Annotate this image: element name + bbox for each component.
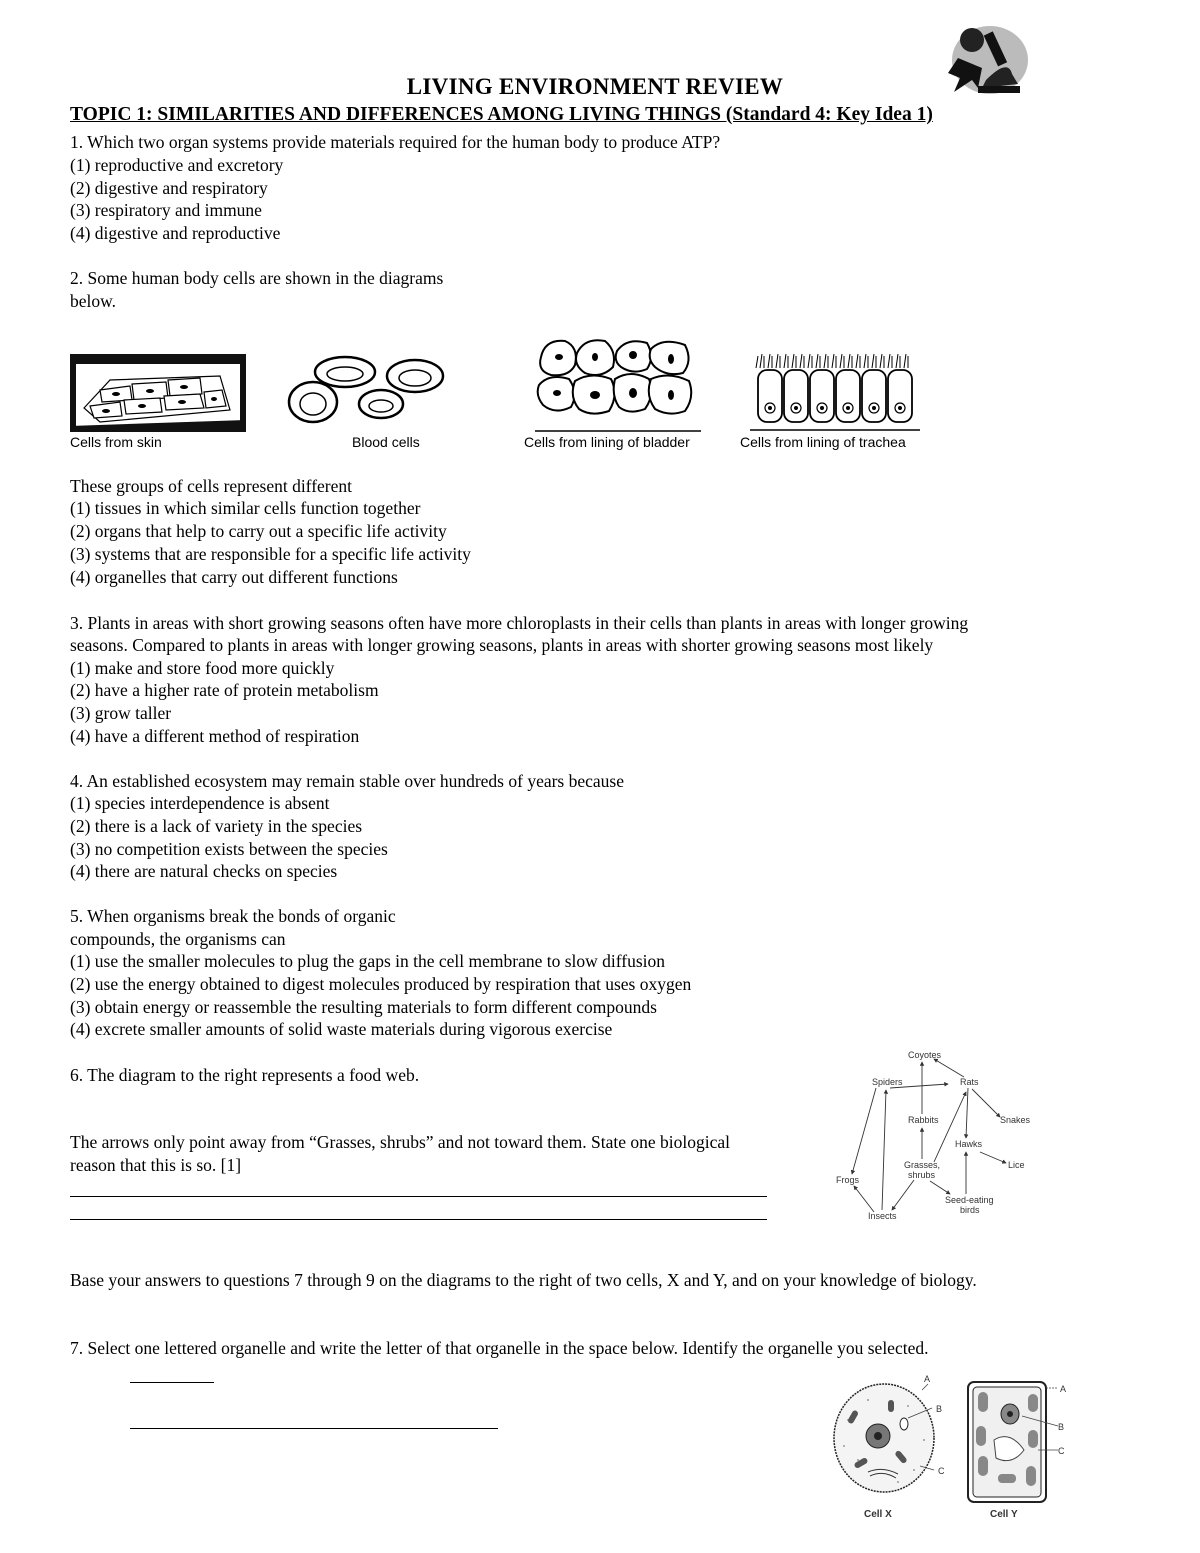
trachea-cells-diagram — [750, 350, 925, 436]
blood-cells-diagram — [285, 352, 450, 432]
q2-option: (2) organs that help to carry out a specific life activity — [70, 521, 447, 541]
q4-option: (3) no competition exists between the species — [70, 839, 388, 859]
q4-option: (1) species interdependence is absent — [70, 793, 330, 813]
cell-x-label-a: A — [924, 1374, 931, 1384]
foodweb-snakes: Snakes — [1000, 1115, 1031, 1125]
question-6-prompt-cont: reason that this is so. [1] — [70, 1155, 242, 1175]
cell-x-drawing — [834, 1384, 934, 1492]
cell-y-label-b: B — [1058, 1422, 1065, 1432]
cell-y-caption: Cell Y — [990, 1509, 1018, 1520]
cell-y-label-a: A — [1060, 1384, 1067, 1394]
q3-option: (4) have a different method of respiration — [70, 726, 360, 746]
q2-option: (3) systems that are responsible for a specific life activity — [70, 544, 471, 564]
question-6-prompt: The arrows only point away from “Grasses, shrubs” and not toward them. State one biological — [70, 1132, 730, 1152]
caption-blood-cells: Blood cells — [352, 434, 420, 450]
question-6-stem: 6. The diagram to the right represents a food web. — [70, 1065, 420, 1085]
foodweb-rabbits: Rabbits — [908, 1115, 939, 1125]
foodweb-frogs: Frogs — [836, 1175, 860, 1185]
cell-y-drawing — [968, 1382, 1058, 1502]
caption-trachea-cells: Cells from lining of trachea — [740, 434, 906, 450]
cell-y-label-c: C — [1058, 1446, 1065, 1456]
cells-x-y-diagram — [828, 1370, 1078, 1526]
foodweb-seed-eating: Seed-eating — [945, 1195, 994, 1205]
q1-option: (1) reproductive and excretory — [70, 155, 284, 175]
page-title: LIVING ENVIRONMENT REVIEW — [406, 74, 784, 99]
question-2-prompt: These groups of cells represent different — [70, 476, 352, 496]
question-1-stem: 1. Which two organ systems provide materials required for the human body to produce ATP? — [70, 132, 721, 152]
q5-option: (1) use the smaller molecules to plug the gaps in the cell membrane to slow diffusion — [70, 951, 666, 971]
foodweb-coyotes: Coyotes — [908, 1050, 942, 1060]
foodweb-birds: birds — [960, 1205, 980, 1215]
letter-answer-line[interactable] — [130, 1382, 214, 1383]
question-7-stem: 7. Select one lettered organelle and write the letter of that organelle in the space below. Identify the organelle you selected. — [70, 1338, 929, 1358]
foodweb-lice: Lice — [1008, 1160, 1025, 1170]
q5-option: (4) excrete smaller amounts of solid waste materials during vigorous exercise — [70, 1019, 613, 1039]
caption-skin-cells: Cells from skin — [70, 434, 162, 450]
cell-x-label-b: B — [936, 1404, 943, 1414]
q3-option: (1) make and store food more quickly — [70, 658, 335, 678]
question-5-stem: 5. When organisms break the bonds of organic — [70, 906, 396, 926]
skin-cells-diagram — [70, 350, 250, 436]
food-web-diagram — [830, 1044, 1040, 1224]
bladder-cells-diagram — [535, 335, 705, 435]
q5-option: (2) use the energy obtained to digest molecules produced by respiration that uses oxygen — [70, 974, 692, 994]
q5-option: (3) obtain energy or reassemble the resulting materials to form different compounds — [70, 997, 657, 1017]
topic-heading: TOPIC 1: SIMILARITIES AND DIFFERENCES AMONG LIVING THINGS (Standard 4: Key Idea 1) — [70, 104, 933, 125]
cell-x-label-c: C — [938, 1466, 945, 1476]
foodweb-insects: Insects — [868, 1211, 897, 1221]
q1-option: (2) digestive and respiratory — [70, 178, 268, 198]
q1-option: (3) respiratory and immune — [70, 200, 262, 220]
instructions-text: Base your answers to questions 7 through 9 on the diagrams to the right of two cells, X and Y, and on your knowledge of biology. — [70, 1270, 977, 1290]
question-3-stem-cont: seasons. Compared to plants in areas with longer growing seasons, plants in areas with shorter growing seasons most likely — [70, 635, 934, 655]
foodweb-spiders: Spiders — [872, 1077, 903, 1087]
q1-option: (4) digestive and reproductive — [70, 223, 281, 243]
foodweb-shrubs: shrubs — [908, 1170, 936, 1180]
q2-option: (1) tissues in which similar cells function together — [70, 498, 421, 518]
answer-line[interactable] — [70, 1219, 767, 1220]
answer-line[interactable] — [70, 1196, 767, 1197]
q3-option: (2) have a higher rate of protein metabolism — [70, 680, 379, 700]
question-5-stem-cont: compounds, the organisms can — [70, 929, 286, 949]
question-2-stem: 2. Some human body cells are shown in the diagrams — [70, 268, 444, 288]
q4-option: (2) there is a lack of variety in the species — [70, 816, 363, 836]
organelle-answer-line[interactable] — [130, 1428, 498, 1429]
q4-option: (4) there are natural checks on species — [70, 861, 338, 881]
q3-option: (3) grow taller — [70, 703, 172, 723]
cell-x-caption: Cell X — [864, 1509, 892, 1520]
foodweb-rats: Rats — [960, 1077, 979, 1087]
caption-bladder-cells: Cells from lining of bladder — [524, 434, 690, 450]
question-4-stem: 4. An established ecosystem may remain stable over hundreds of years because — [70, 771, 624, 791]
question-3-stem: 3. Plants in areas with short growing seasons often have more chloroplasts in their cells than plants in areas with longer growing — [70, 613, 969, 633]
foodweb-grasses: Grasses, — [904, 1160, 941, 1170]
q2-option: (4) organelles that carry out different functions — [70, 567, 398, 587]
foodweb-hawks: Hawks — [955, 1139, 983, 1149]
question-2-stem-cont: below. — [70, 291, 117, 311]
